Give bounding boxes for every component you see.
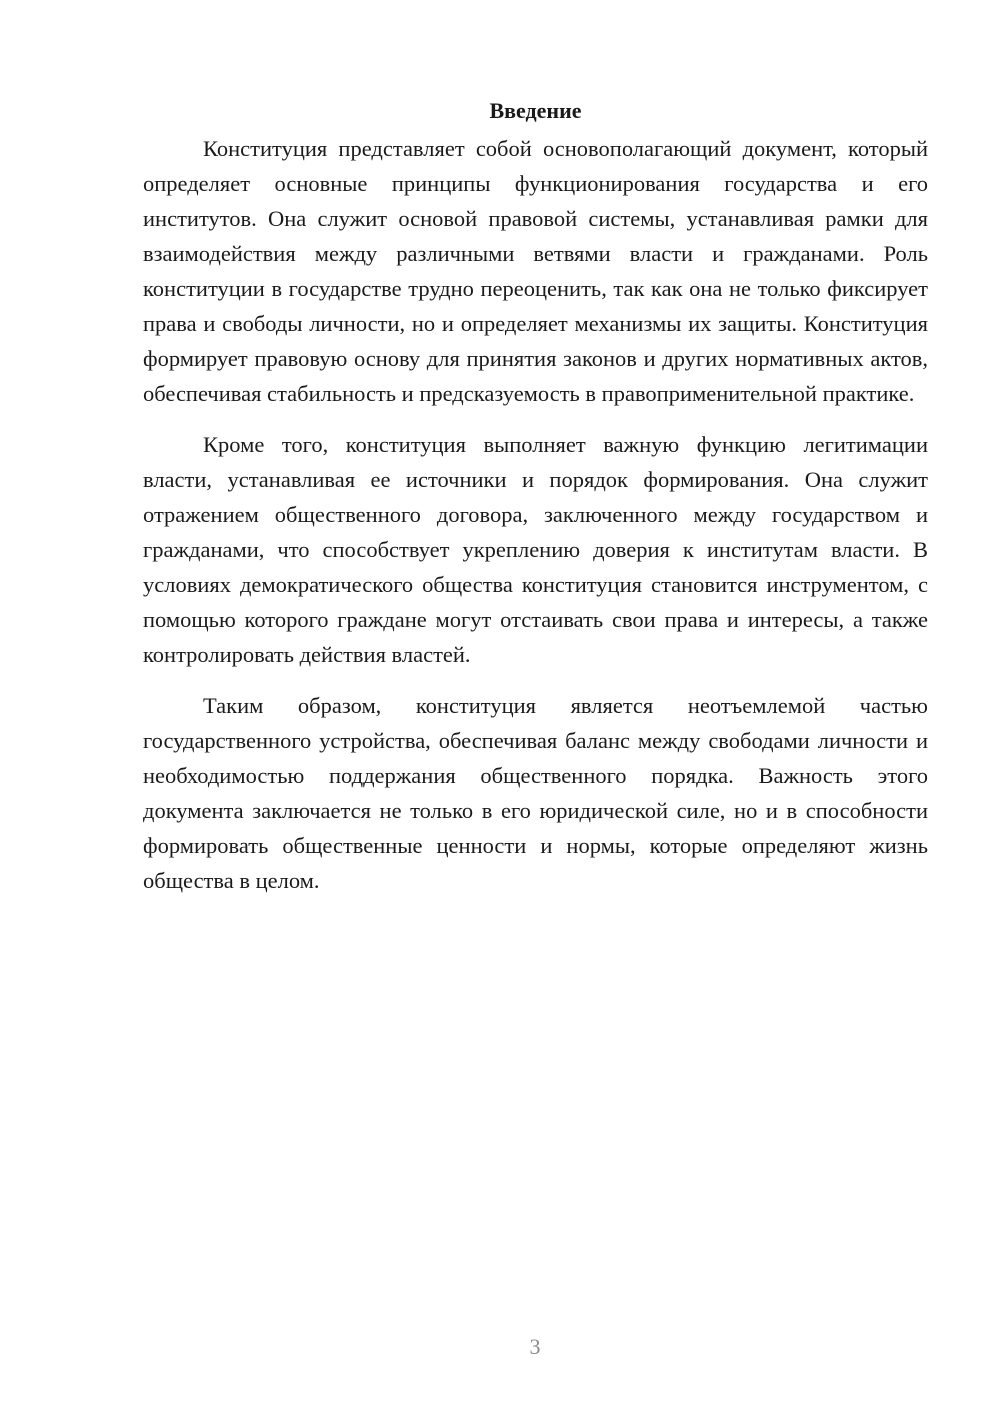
paragraph-3: Таким образом, конституция является неотъемлемой частью государственного устройства, обеспечивая баланс между свободами личности и необходимостью поддержания общественного порядка. Важность этого документа заключается не только в его юридической силе, но и в способности формировать общественные ценности и нормы, которые определяют жизнь общества в целом. xyxy=(143,693,928,893)
page-content xyxy=(143,96,928,898)
paragraph-2: Кроме того, конституция выполняет важную функцию легитимации власти, устанавливая ее источники и порядок формирования. Она служит отражением общественного договора, заключенного между государством и гражданами, что способствует укреплению доверия к институтам власти. В условиях демократического общества конституция становится инструментом, с помощью которого граждане могут отстаивать свои права и интересы, а также контролировать действия властей. xyxy=(143,432,928,667)
page-number: 3 xyxy=(529,1334,541,1359)
section-heading: Введение xyxy=(489,98,582,123)
paragraph-1: Конституция представляет собой основополагающий документ, который определяет основные принципы функционирования государства и его институтов. Она служит основой правовой системы, устанавливая рамки для взаимодействия между различными ветвями власти и гражданами. Роль конституции в государстве трудно переоценить, так как она не только фиксирует права и свободы личности, но и определяет механизмы их защиты. Конституция формирует правовую основу для принятия законов и других нормативных актов, обеспечивая стабильность и предсказуемость в правоприменительной практике. xyxy=(143,136,928,406)
